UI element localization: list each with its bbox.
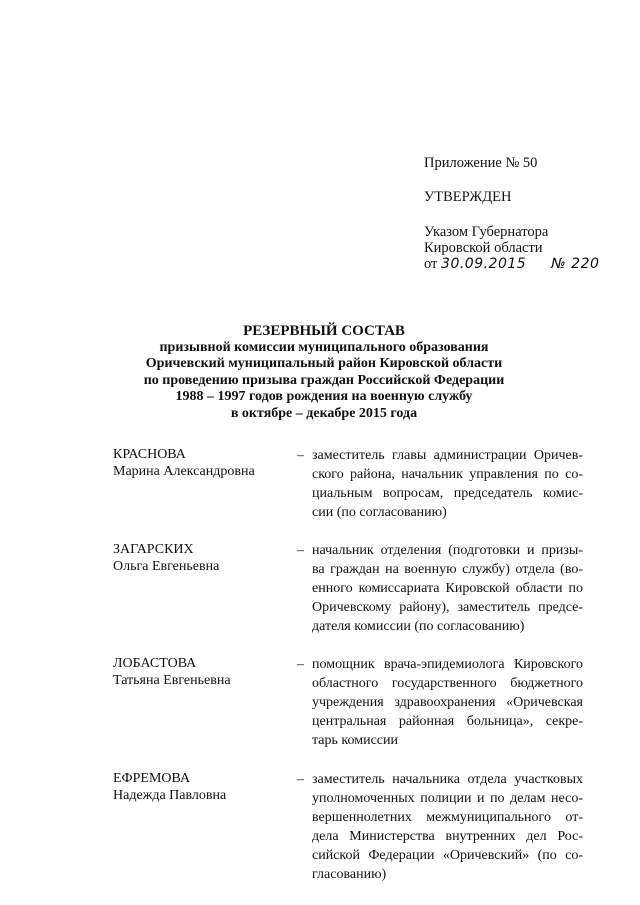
member-given-names: Ольга Евгеньевна <box>113 559 220 574</box>
member-name <box>113 770 293 804</box>
title-line-5: в октябре – декабре 2015 года <box>230 405 418 421</box>
description-line: сийской Федерации «Оричевский» (по со- <box>312 848 583 863</box>
description-line: начальник отделения (подготовки и призы- <box>312 543 583 558</box>
title-line-4: 1988 – 1997 годов рождения на военную службу <box>175 389 473 405</box>
description-line: уполномоченных полиции и по делам несо- <box>312 791 583 806</box>
title-line-3: по проведению призыва граждан Российской Федерации <box>143 372 505 388</box>
member-description <box>312 770 583 884</box>
description-line: вершеннолетних межмуниципального от- <box>312 810 583 825</box>
description-line: помощник врача-эпидемиолога Кировского <box>312 657 583 672</box>
description-line: заместитель начальника отдела участковых <box>312 772 583 787</box>
description-line: гласованию) <box>312 867 387 882</box>
decree-date-line <box>424 256 599 272</box>
description-line: дела Министерства внутренних дел Рос- <box>312 829 583 844</box>
handwritten-number: № 220 <box>551 256 600 272</box>
member-dash: – <box>297 657 304 672</box>
member-description <box>312 655 583 750</box>
member-dash: – <box>297 543 304 558</box>
member-surname: ЕФРЕМОВА <box>113 771 191 786</box>
member-given-names: Надежда Павловна <box>113 788 227 803</box>
member-surname: КРАСНОВА <box>113 447 186 462</box>
date-prefix: от <box>424 256 438 272</box>
approved-label: УТВЕРЖДЕН <box>424 189 512 205</box>
description-line: сии (по согласованию) <box>312 505 447 520</box>
member-given-names: Татьяна Евгеньевна <box>113 673 231 688</box>
description-line: учреждения здравоохранения «Оричевская <box>312 695 583 710</box>
description-line: циальным вопросам, председатель комис- <box>312 486 583 501</box>
member-name <box>113 655 293 689</box>
description-line: центральная районная больница», секре- <box>312 714 583 729</box>
description-line: областного государственного бюджетного <box>312 676 583 691</box>
description-line: дателя комиссии (по согласованию) <box>312 619 525 634</box>
member-description <box>312 541 583 636</box>
member-surname: ЗАГАРСКИХ <box>113 542 194 557</box>
description-line: ского района, начальник управления по со- <box>312 467 583 482</box>
appendix-number: Приложение № 50 <box>424 155 538 171</box>
description-line: енного комиссариата Кировской области по <box>312 581 583 596</box>
member-description <box>312 446 583 522</box>
document-title <box>110 323 538 423</box>
description-line: ва граждан на военную службу) отдела (во- <box>312 562 583 577</box>
member-surname: ЛОБАСТОВА <box>113 656 197 671</box>
description-line: тарь комиссии <box>312 733 398 748</box>
handwritten-date <box>441 256 599 272</box>
approval-block <box>424 155 599 272</box>
member-name <box>113 446 293 480</box>
title-line-0: РЕЗЕРВНЫЙ СОСТАВ <box>243 323 405 339</box>
description-line: заместитель главы администрации Оричев- <box>312 448 583 463</box>
member-given-names: Марина Александровна <box>113 464 255 479</box>
decree-line-1: Указом Губернатора <box>424 224 549 240</box>
member-dash: – <box>297 448 304 463</box>
member-dash: – <box>297 772 304 787</box>
title-line-1: призывной комиссии муниципального образования <box>159 339 489 355</box>
title-line-2: Оричевский муниципальный район Кировской области <box>145 356 503 372</box>
description-line: Оричевскому району), заместитель предсе- <box>312 600 583 615</box>
member-name <box>113 541 293 575</box>
decree-line-2: Кировской области <box>424 240 543 256</box>
handwritten-date-value: 30.09.2015 <box>441 256 527 272</box>
